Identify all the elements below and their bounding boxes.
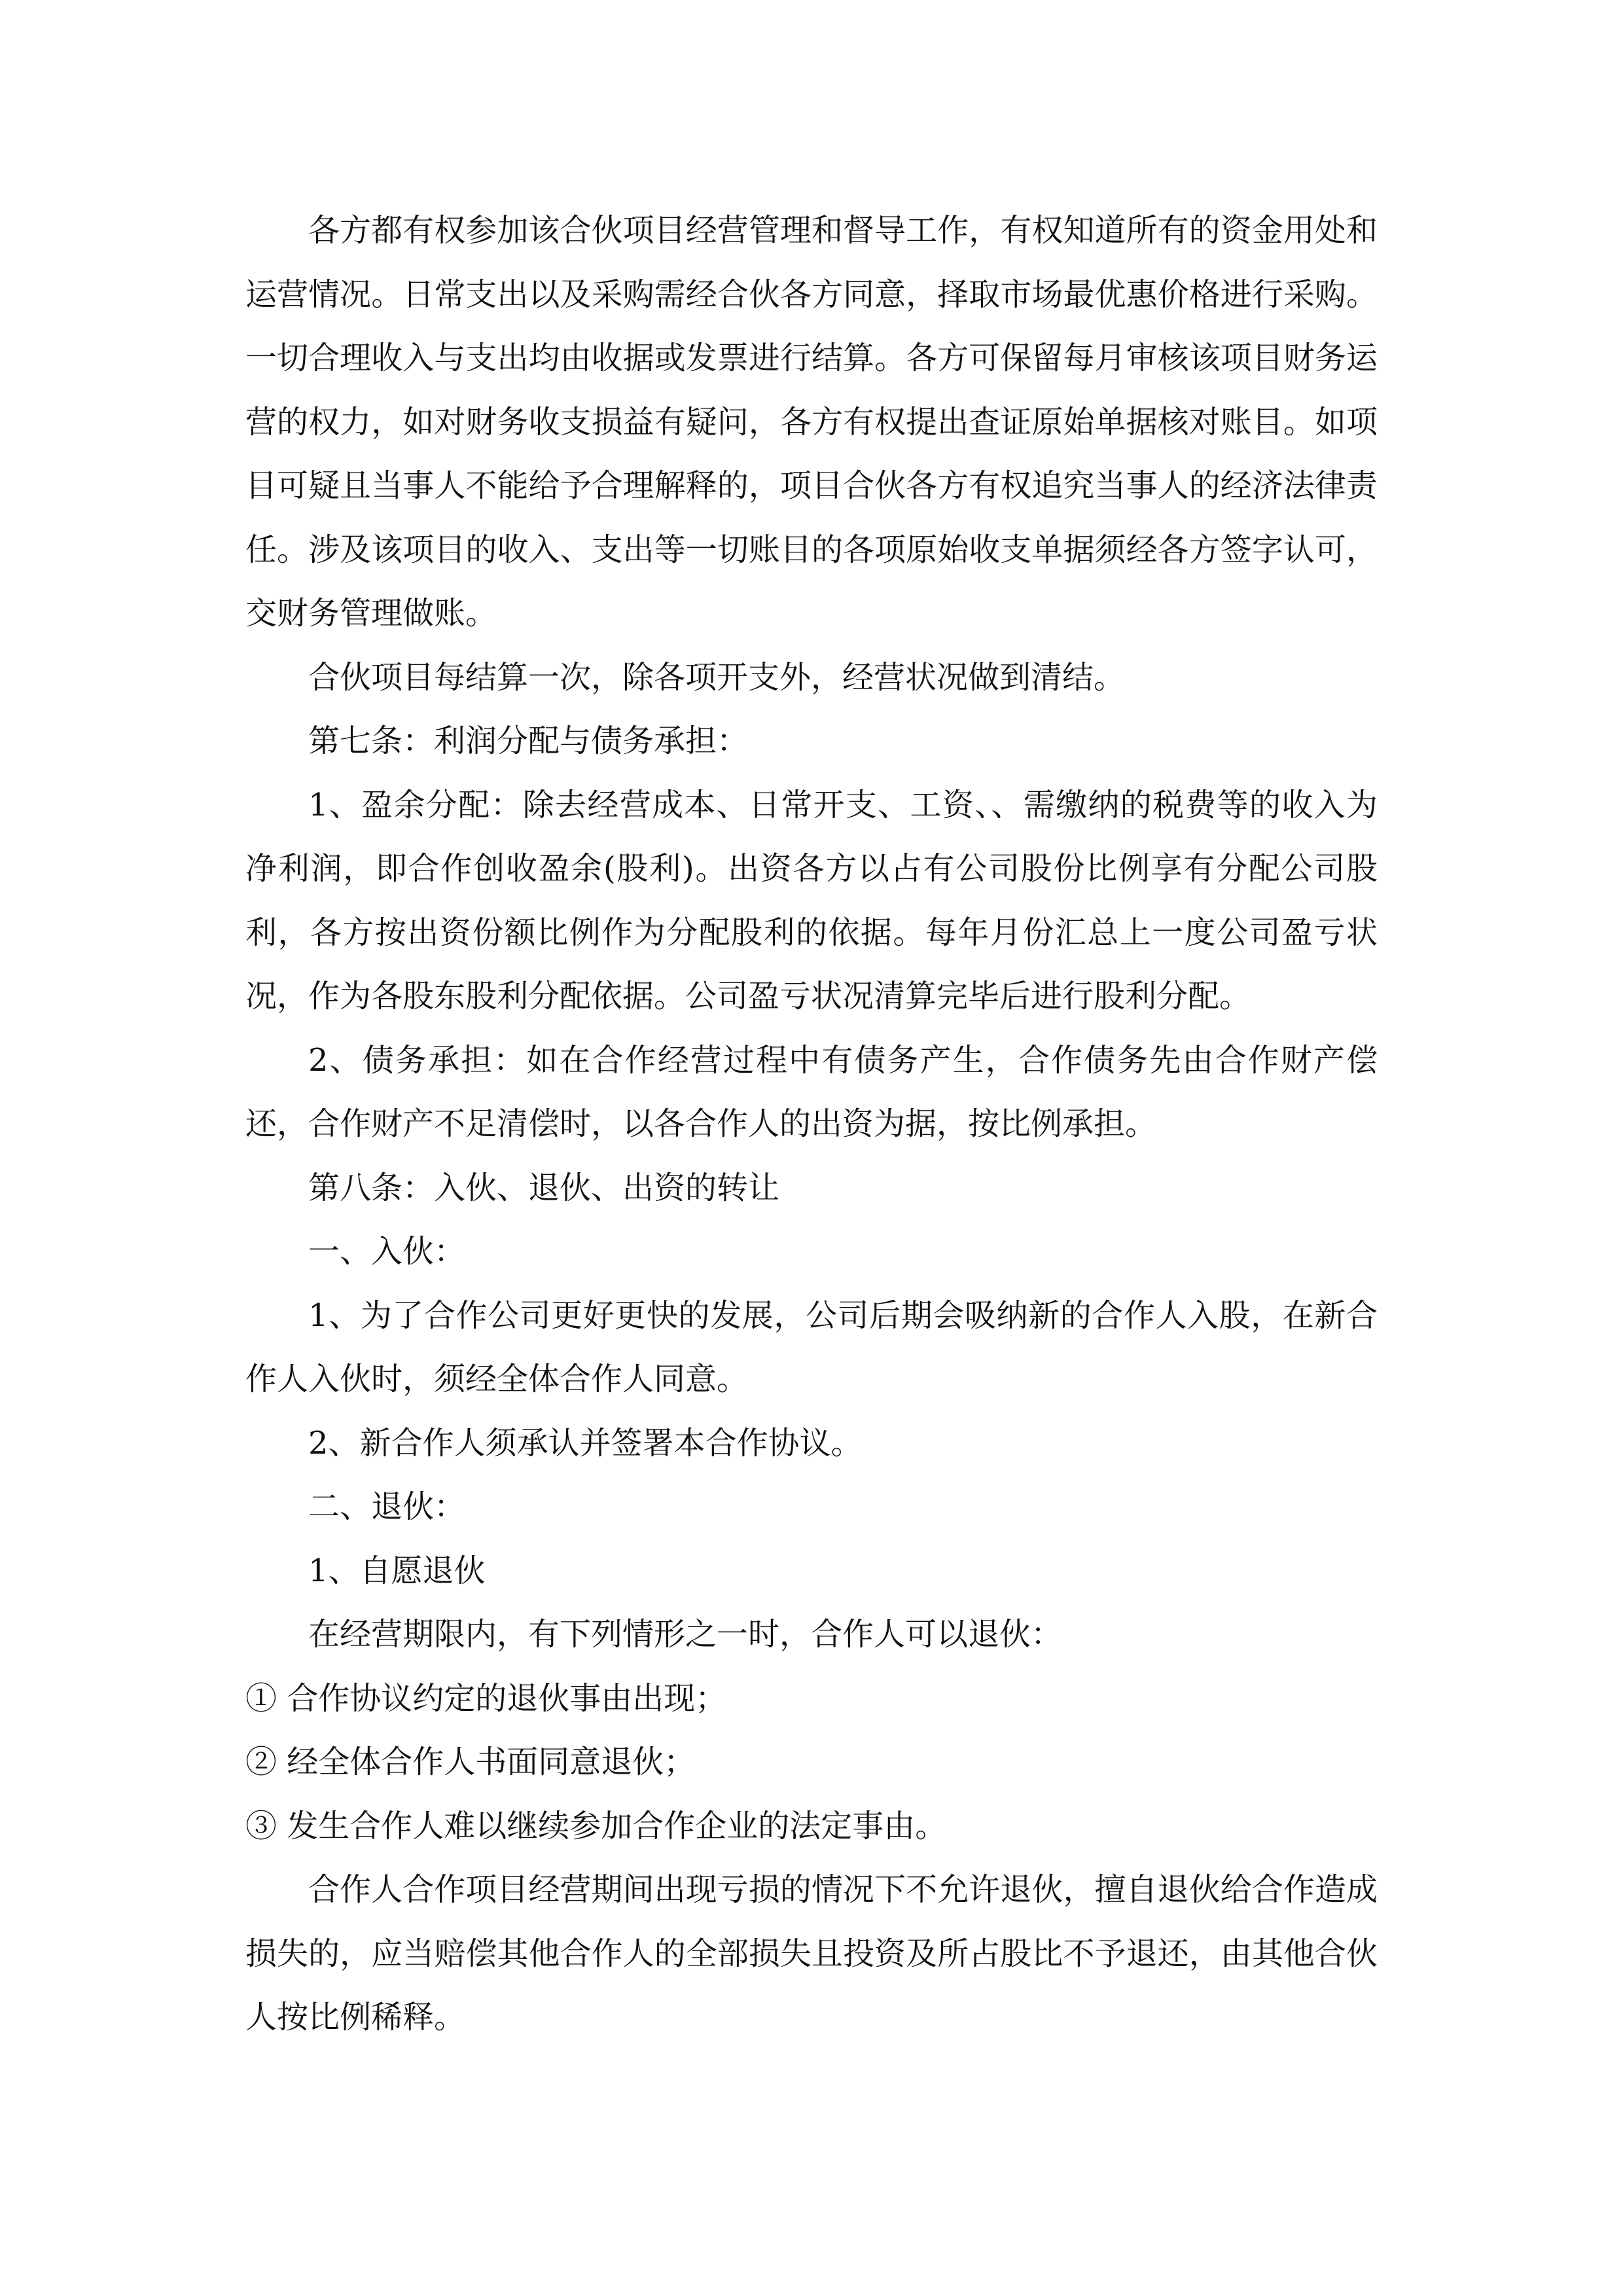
paragraph-profit-distribution: 1、盈余分配：除去经营成本、日常开支、工资、、需缴纳的税费等的收入为净利润，即合作创收盈余(股利)。出资各方以占有公司股份比例享有分配公司股利，各方按出资份额比例作为分配股利的依据。每年月份汇总上一度公司盈亏状况，作为各股东股利分配依据。公司盈亏状况清算完毕后进行股利分配。 bbox=[245, 786, 1378, 1014]
section-joining-heading: 一、入伙： bbox=[308, 1233, 466, 1270]
article-7-heading: 第七条：利润分配与债务承担： bbox=[308, 723, 749, 759]
paragraph-sign-agreement: 2、新合作人须承认并签署本合作协议。 bbox=[308, 1424, 863, 1462]
paragraph-fund-supervision: 各方都有权参加该合伙项目经营管理和督导工作，有权知道所有的资金用处和运营情况。日常支出以及采购需经合伙各方同意，择取市场最优惠价格进行采购。一切合理收入与支出均由收据或发票进行结算。各方可保留每月审核该项目财务运营的权力，如对财务收支损益有疑问，各方有权提出查证原始单据核对账目。如项目可疑且当事人不能给予合理解释的，项目合伙各方有权追究当事人的经济法律责任。涉及该项目的收入、支出等一切账目的各项原始收支单据须经各方签字认可，交财务管理做账。 bbox=[245, 212, 1378, 632]
list-item-condition-3: ③ 发生合作人难以继续参加合作企业的法定事由。 bbox=[245, 1807, 947, 1844]
article-8-heading: 第八条：入伙、退伙、出资的转让 bbox=[308, 1169, 780, 1206]
subsection-voluntary-withdrawal: 1、自愿退伙 bbox=[308, 1552, 486, 1589]
document-body bbox=[245, 199, 1378, 2050]
section-withdrawal-heading: 二、退伙： bbox=[308, 1488, 466, 1525]
paragraph-loss-withdrawal: 合作人合作项目经营期间出现亏损的情况下不允许退伙，擅自退伙给合作造成损失的，应当赔偿其他合作人的全部损失且投资及所占股比不予退还，由其他合伙人按比例稀释。 bbox=[245, 1871, 1378, 2036]
list-item-condition-2: ② 经全体合作人书面同意退伙； bbox=[245, 1744, 696, 1780]
paragraph-settlement: 合伙项目每结算一次，除各项开支外，经营状况做到清结。 bbox=[308, 658, 1126, 696]
list-item-condition-1: ① 合作协议约定的退伙事由出现； bbox=[245, 1679, 727, 1717]
paragraph-withdrawal-conditions: 在经营期限内，有下列情形之一时，合作人可以退伙： bbox=[308, 1616, 1063, 1653]
paragraph-new-partner-consent: 1、为了合作公司更好更快的发展，公司后期会吸纳新的合作人入股，在新合作人入伙时，须经全体合作人同意。 bbox=[245, 1297, 1378, 1397]
paragraph-debt-bearing: 2、债务承担：如在合作经营过程中有债务产生，合作债务先由合作财产偿还，合作财产不足清偿时，以各合作人的出资为据，按比例承担。 bbox=[245, 1041, 1378, 1142]
